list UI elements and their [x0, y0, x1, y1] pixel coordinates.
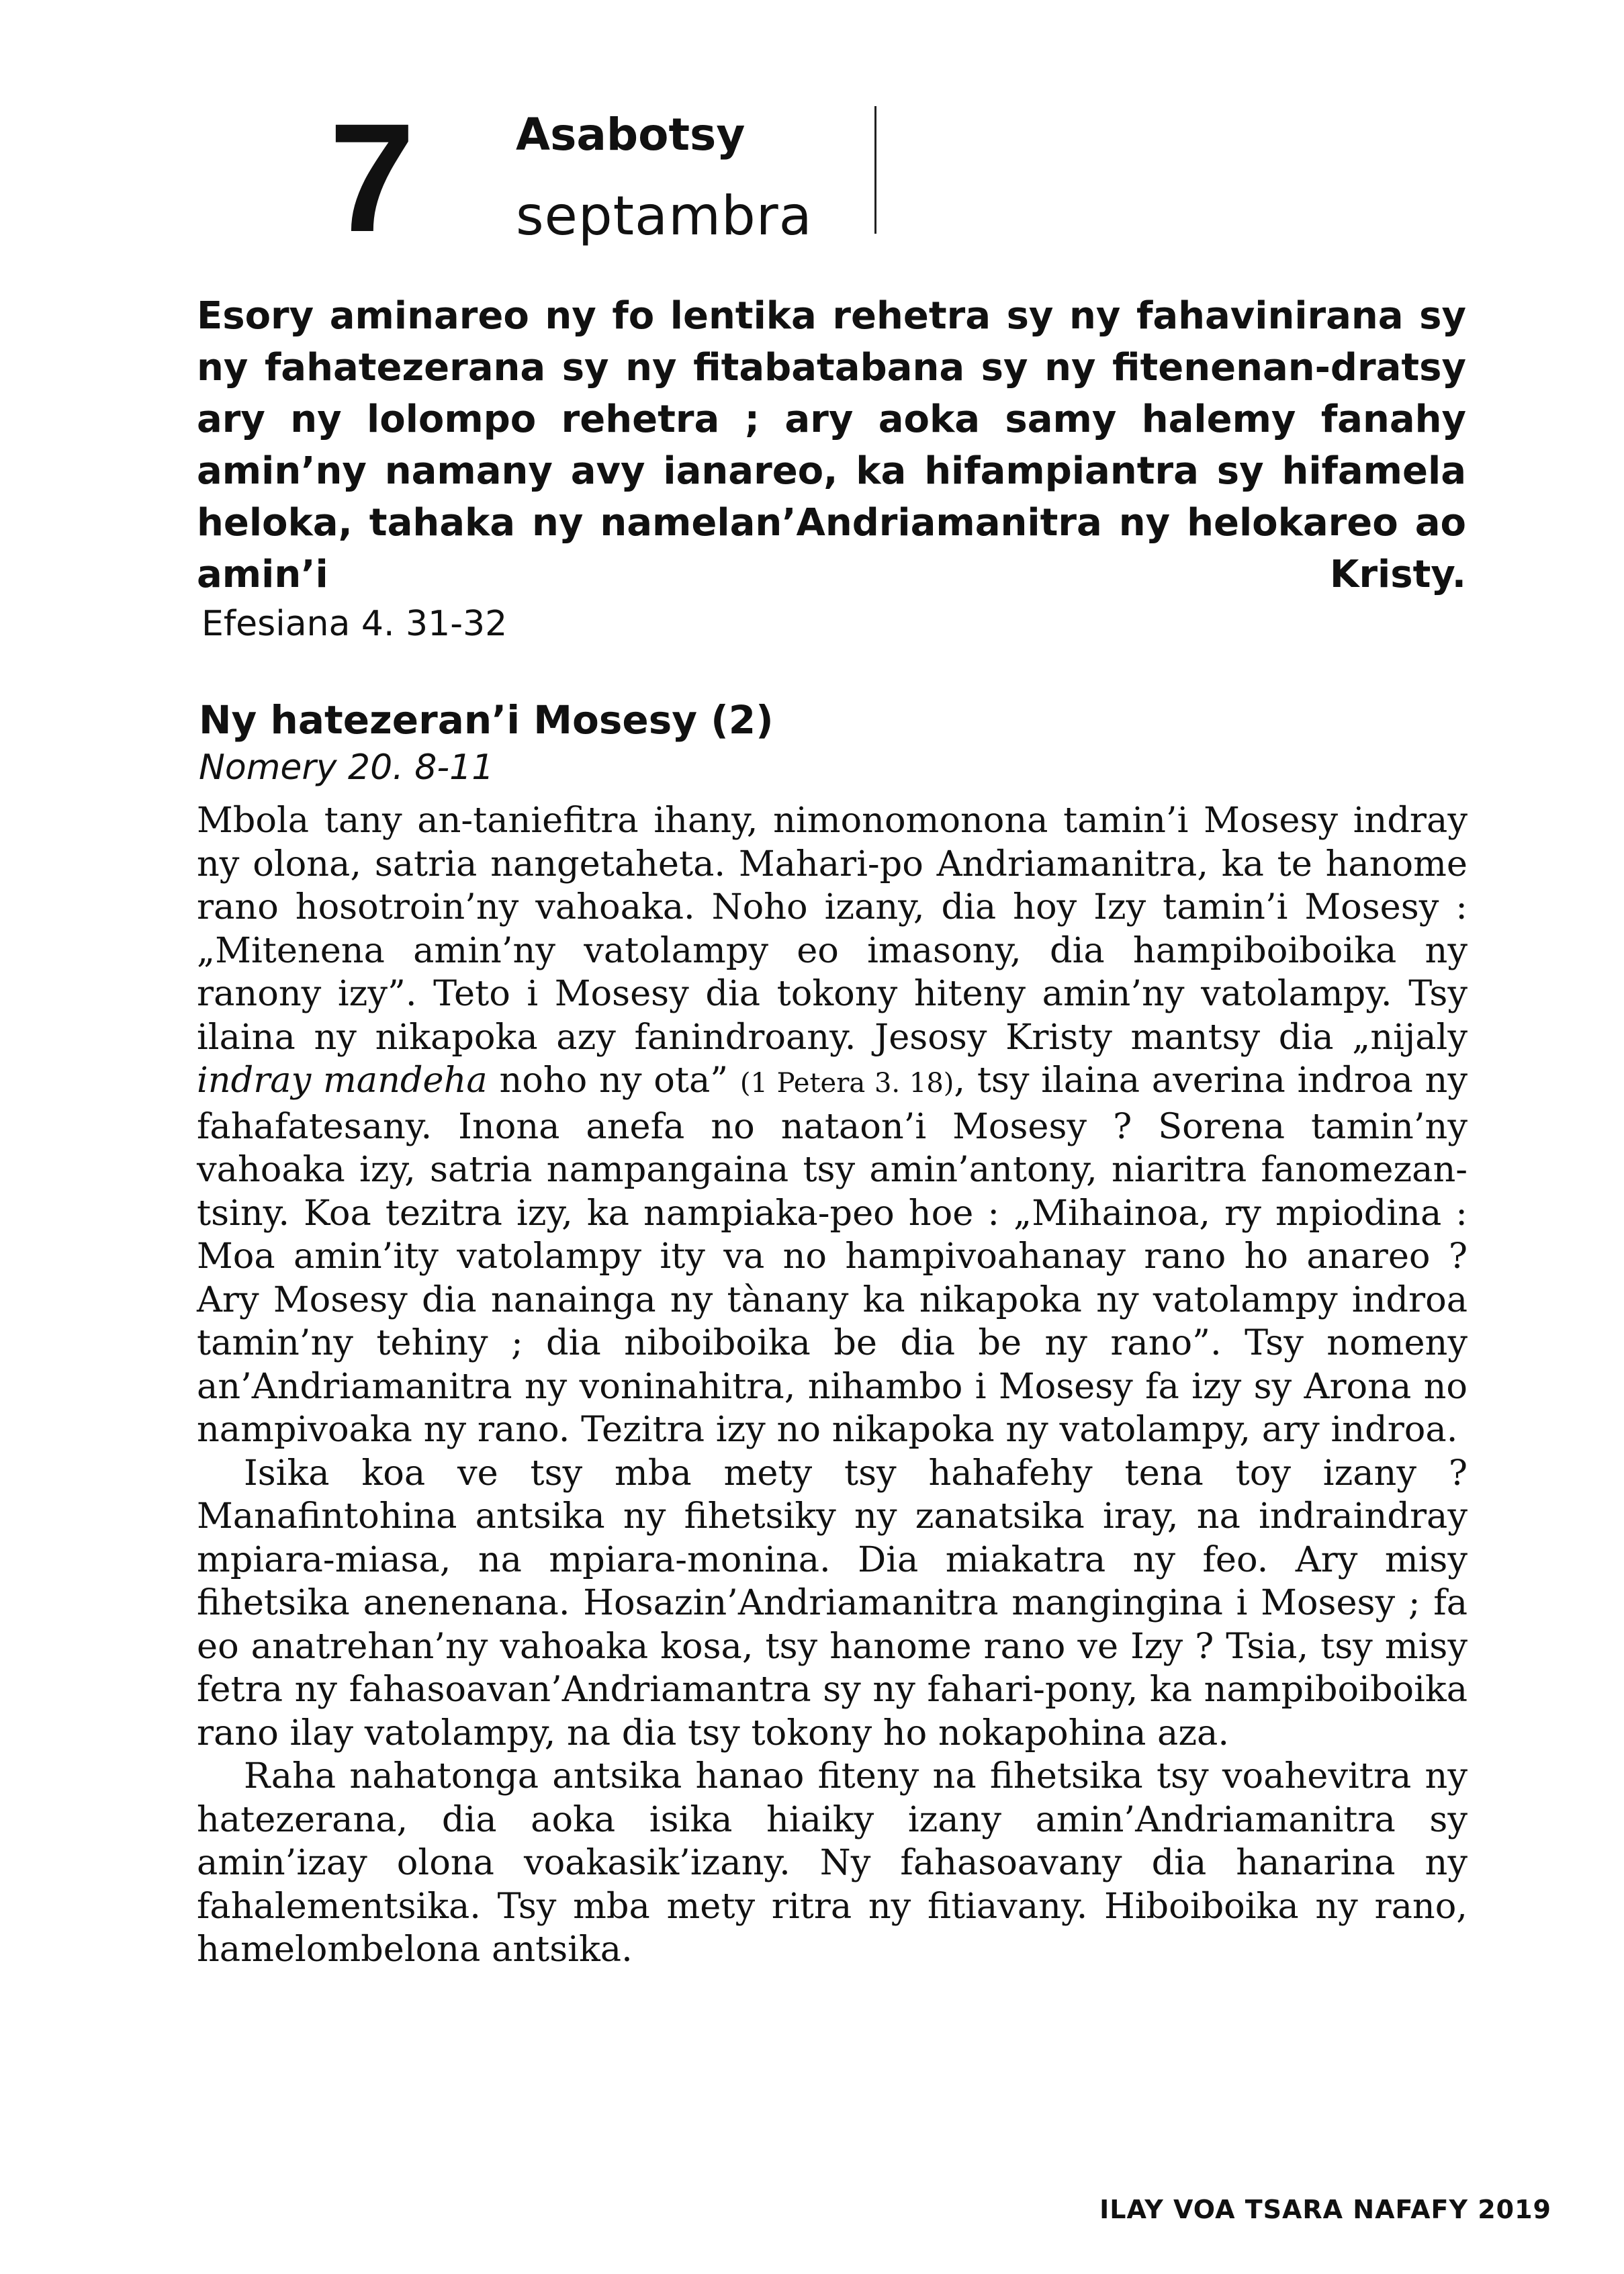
- date-divider: [874, 106, 876, 234]
- body-paragraph-2: Isika koa ve tsy mba mety tsy hahafehy tena toy izany ? Manafintohina antsika ny fihetsiky ny zanatsika iray, na indraindray mpiara-miasa, na mpiara-monina. Dia miakatra ny feo. Ary misy fihetsika anenenana. Hosazin’Andriamanitra mangingina i Mosesy ; fa eo anatrehan’ny vahoaka kosa, tsy hanome rano ve Izy ? Tsia, tsy misy fetra ny fahasoavan’Andriamantra sy ny fahari-pony, ka nampiboiboika rano ilay vatolampy, na dia tsy tokony ho nokapohina aza.: [197, 1452, 1468, 1754]
- reading-reference: Nomery 20. 8-11: [199, 747, 494, 788]
- inline-reference: (1 Petera 3. 18): [739, 1068, 954, 1099]
- body-paragraph-3: Raha nahatonga antsika hanao fiteny na fihetsika tsy voahevitra ny hatezerana, dia aoka isika hiaiky izany amin’Andriamanitra sy amin’izay olona voakasik’izany. Ny fahasoavany dia hanarina ny fahalementsika. Tsy mba mety ritra ny fitiavany. Hiboiboika ny rano, hamelombelona antsika.: [197, 1756, 1468, 1970]
- verse-reference: Efesiana 4. 31-32: [201, 604, 508, 644]
- body-text-span: , tsy ilaina averina indroa ny fahafatesany. Inona anefa no nataon’i Mosesy ? Sorena tamin’ny vahoaka izy, satria nampangaina tsy amin’antony, niaritra fanomezan-tsiny. Koa tezitra izy, ka nampiaka-peo hoe : „Mihainoa, ry mpiodina : Moa amin’ity vatolampy ity va no hampivoahanay rano ho anareo ? Ary Mosesy dia nanainga ny tànany ka nikapoka ny vatolampy indroa tamin’ny tehiny ; dia niboiboika be dia be ny rano”. Tsy nomeny an’Andriamanitra ny voninahitra, nihambo i Mosesy fa izy sy Arona no nampivoaka ny rano. Tezitra izy no nikapoka ny vatolampy, ary indroa.: [197, 1060, 1468, 1450]
- footer-publication: ILAY VOA TSARA NAFAFY 2019: [1099, 2195, 1551, 2224]
- devotional-body: [197, 799, 1468, 1972]
- daily-verse: Esory aminareo ny fo lentika rehetra sy ny fahavinirana sy ny fahatezerana sy ny fitabatabana sy ny fitenenan-dratsy ary ny lolompo rehetra ; ary aoka samy halemy fanahy amin’ny namany avy ianareo, ka hifampiantra sy hifamela heloka, tahaka ny namelan’Andriamanitra ny helokareo ao amin’i Kristy.: [197, 294, 1466, 596]
- body-paragraph-1: [197, 799, 1468, 1452]
- body-text-span: noho ny ota”: [487, 1060, 740, 1101]
- body-italic-span: indray mandeha: [197, 1060, 488, 1101]
- weekday: Asabotsy: [516, 109, 746, 161]
- body-text-span: Mbola tany an-taniefitra ihany, nimonomonona tamin’i Mosesy indray ny olona, satria nangetaheta. Mahari-po Andriamanitra, ka te hanome rano hosotroin’ny vahoaka. Noho izany, dia hoy Izy tamin’i Mosesy : „Mitenena amin’ny vatolampy eo imasony, dia hampiboiboika ny ranony izy”. Teto i Mosesy dia tokony hiteny amin’ny vatolampy. Tsy ilaina ny nikapoka azy fanindroany. Jesosy Kristy mantsy dia „nijaly: [197, 800, 1468, 1058]
- day-number: 7: [329, 91, 411, 264]
- section-title: Ny hatezeran’i Mosesy (2): [199, 697, 774, 743]
- month: septambra: [516, 185, 813, 247]
